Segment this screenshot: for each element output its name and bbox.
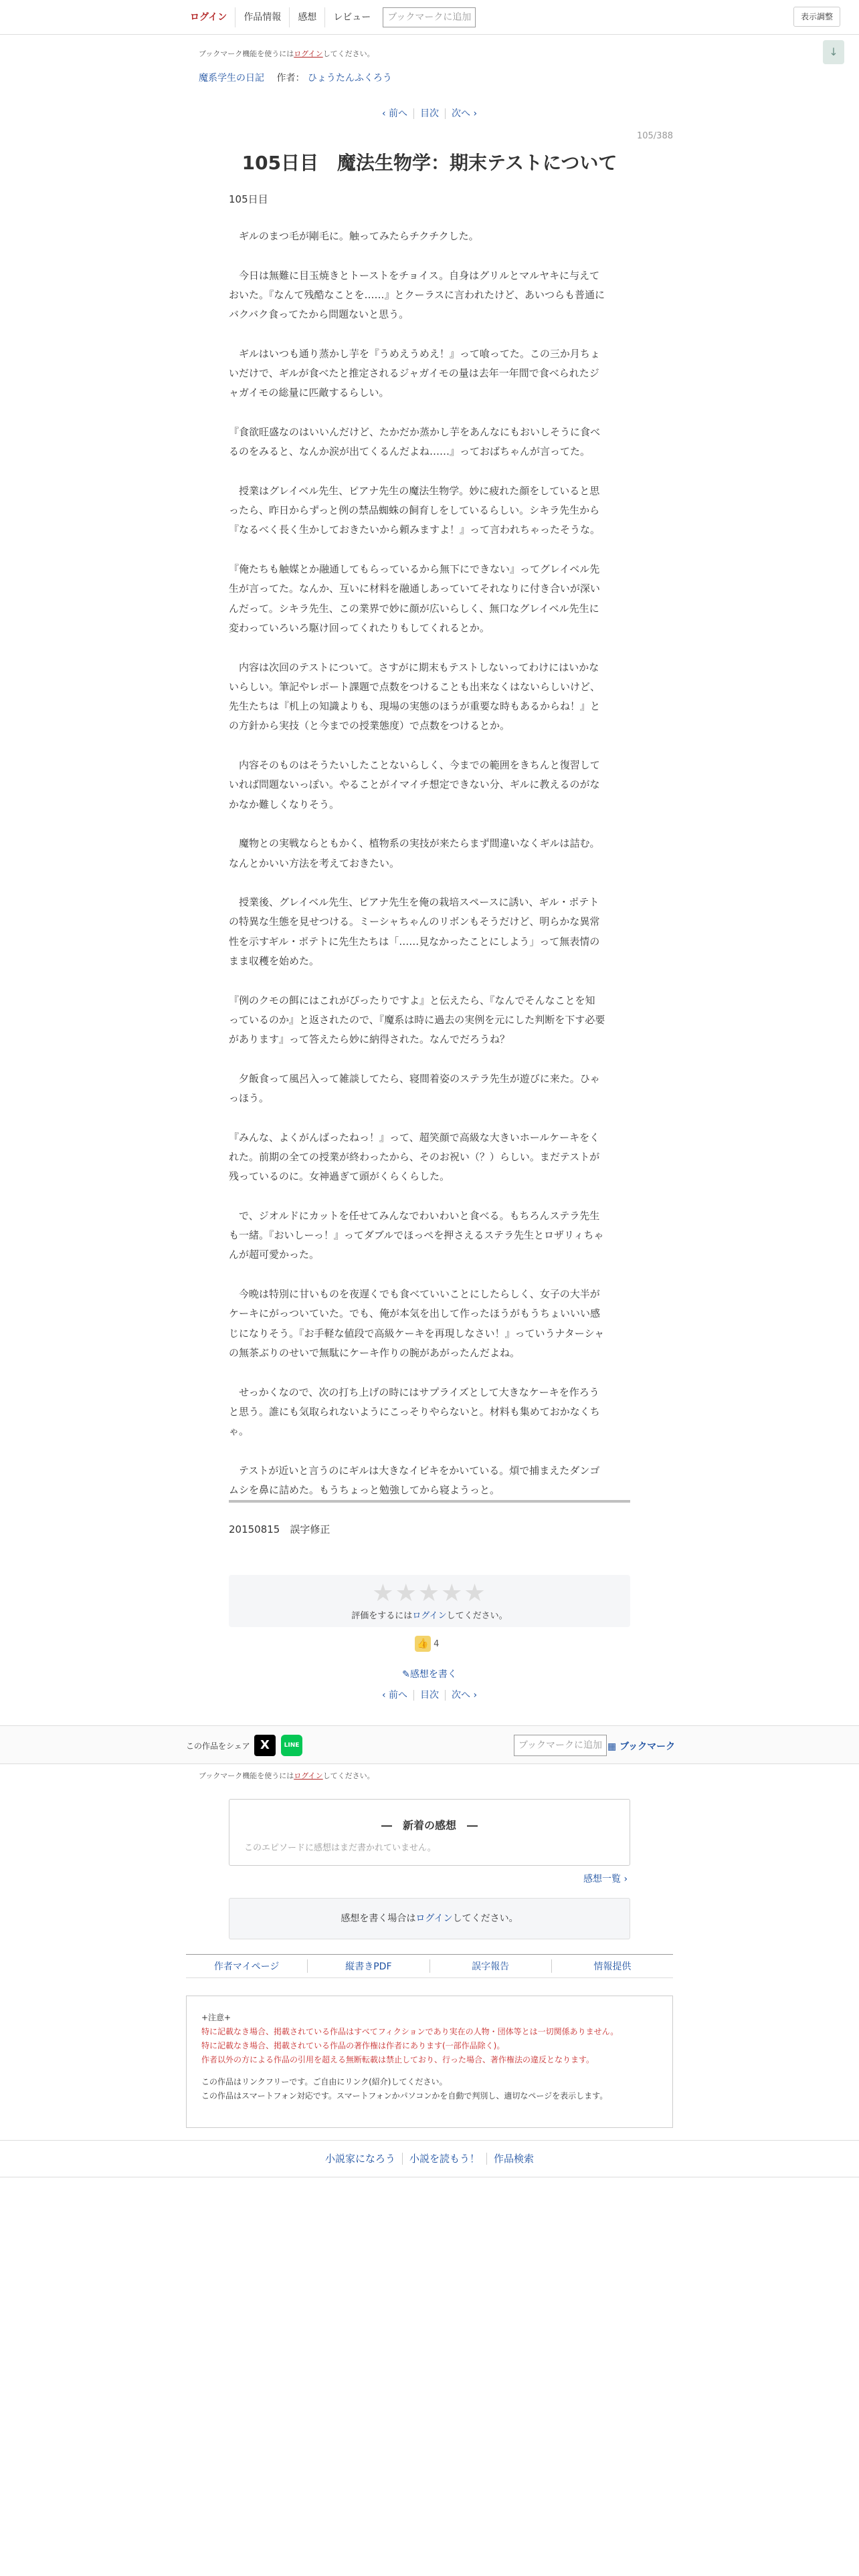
next-link[interactable]: 次へ › bbox=[452, 1690, 478, 1701]
author-label: 作者： bbox=[276, 73, 305, 84]
body-line: ギルのまつ毛が剛毛に。触ってみたらチクチクした。 bbox=[229, 230, 479, 242]
paragraph-gap bbox=[229, 1265, 630, 1285]
prev-link[interactable]: ‹ 前へ bbox=[376, 1690, 414, 1701]
body-line: で、ジオルドにカットを任せてみんなでわいわいと食べる。もちろんステラ先生 bbox=[229, 1209, 600, 1222]
series-info bbox=[199, 71, 392, 84]
episode-title: 105日目 魔法生物学：期末テストについて bbox=[242, 152, 617, 174]
body-line: っほう。 bbox=[229, 1092, 270, 1105]
body-line: の特異な生態を見せつける。ミーシャちゃんのリボンもそうだけど、明らかな異常 bbox=[229, 916, 600, 928]
display-settings-button[interactable]: 表示調整 bbox=[793, 7, 840, 27]
star-icon[interactable]: ★ bbox=[395, 1580, 418, 1607]
paragraph-gap bbox=[229, 462, 630, 481]
like-count: 4 bbox=[434, 1639, 440, 1649]
rating-login-link[interactable]: ログイン bbox=[412, 1611, 447, 1621]
body-line: ギルはいつも通り蒸かし芋を『うめえうめえ！』って喰ってた。この三か月ちょ bbox=[229, 347, 600, 360]
impression-login-link[interactable]: ログイン bbox=[415, 1913, 453, 1924]
episode-body bbox=[229, 227, 630, 1500]
toc-link[interactable]: 目次 bbox=[414, 108, 446, 119]
body-line: 先生たちは『机上の知識よりも、現場の実態のほうが重要な時もあるからね！』と bbox=[229, 700, 601, 713]
body-line: いれば問題ないっぽい。やることがイマイチ想定できない分、ギルに教えるのがな bbox=[229, 778, 600, 791]
body-line: バクバク食ってたから問題ないと思う。 bbox=[229, 308, 409, 321]
thumbs-up-icon: 👍 bbox=[415, 1636, 431, 1652]
top-nav-items bbox=[185, 5, 476, 29]
paragraph-gap bbox=[229, 736, 630, 756]
notice-suffix: してください。 bbox=[322, 1772, 375, 1780]
body-line: んだって。シキラ先生、この業界で妙に顔が広いらしく、無口なグレイベル先生に bbox=[229, 602, 599, 615]
bookmark-add-button[interactable]: ブックマークに追加 bbox=[514, 1735, 607, 1756]
bookmark-login-notice bbox=[199, 48, 375, 59]
body-line: テストが近いと言うのにギルは大きなイビキをかいている。煩で捕まえたダンゴ bbox=[229, 1464, 600, 1477]
toc-link[interactable]: 目次 bbox=[414, 1690, 446, 1701]
site-footer-bar bbox=[0, 2140, 859, 2177]
impression-login-prefix: 感想を書く場合は bbox=[341, 1913, 416, 1924]
pager-top bbox=[0, 106, 859, 120]
body-line: まま収穫を始めた。 bbox=[229, 954, 320, 967]
body-line: の方針から実技（と今までの授業態度）で点数をつけるとか。 bbox=[229, 720, 510, 732]
body-line: があります』って答えたら妙に納得された。なんでだろうね？ bbox=[229, 1033, 510, 1046]
paragraph-gap bbox=[229, 1441, 630, 1461]
line-share-icon[interactable]: LINE bbox=[281, 1735, 302, 1756]
body-line: いらしい。筆記やレポート課題で点数をつけることも出来なくはないらしいけど、 bbox=[229, 680, 601, 693]
paragraph-gap bbox=[229, 1363, 630, 1382]
caution-line: 特に記載なき場合、掲載されている作品の著作権は作者にあります(一部作品除く)。 bbox=[201, 2041, 505, 2050]
body-line: 授業はグレイベル先生、ピアナ先生の魔法生物学。妙に疲れた顔をしていると思 bbox=[229, 484, 600, 497]
bookmark-link-label: ブックマーク bbox=[619, 1741, 676, 1752]
rating-stars bbox=[229, 1575, 630, 1607]
star-icon[interactable]: ★ bbox=[464, 1580, 487, 1607]
vertical-pdf-link[interactable]: 縦書きPDF bbox=[308, 1959, 430, 1973]
body-line: じになりそう。『お手軽な値段で高級ケーキを再現しなさい！』っていうナターシャ bbox=[229, 1327, 605, 1339]
body-line: 今晩は特別に甘いものを夜遅くでも食べていいことにしたらしく、女子の大半が bbox=[229, 1288, 600, 1301]
body-line: 『なるべく長く生かしておきたいから頼みますよ！』って言われちゃったそうな。 bbox=[229, 524, 601, 536]
episode-counter: 105/388 bbox=[636, 131, 673, 141]
paragraph-gap bbox=[229, 246, 630, 265]
body-line: 内容そのものはそうたいしたことないらしく、今までの範囲をきちんと復習して bbox=[229, 759, 600, 772]
body-line: 残っているのに。女神過ぎて頭がくらくらした。 bbox=[229, 1170, 450, 1183]
caution-line: この作品はリンクフリーです。ご自由にリンク(紹介)してください。 bbox=[201, 2077, 448, 2086]
paragraph-gap bbox=[229, 540, 630, 560]
star-icon[interactable]: ★ bbox=[372, 1580, 395, 1607]
typo-report-link[interactable]: 誤字報告 bbox=[430, 1959, 552, 1973]
arrow-down-icon[interactable]: ↓ bbox=[823, 40, 844, 64]
body-line: 生が言ってた。なんか、互いに材料を融通しあっていてそれなりに付き合いが深い bbox=[229, 582, 600, 595]
paragraph-gap bbox=[229, 403, 630, 423]
body-line: と思う。誰にも気取られないようにこっそりやらないと。材料も集めておかなくち bbox=[229, 1405, 600, 1418]
body-line: 今日は無難に目玉焼きとトーストをチョイス。自身はグリルとマルヤキに与えて bbox=[229, 269, 600, 282]
body-line: せっかくなので、次の打ち上げの時にはサプライズとして大きなケーキを作ろう bbox=[229, 1386, 599, 1398]
share-bar bbox=[0, 1725, 859, 1764]
body-line: なんとかいい方法を考えておきたい。 bbox=[229, 857, 400, 869]
impression-login-box bbox=[229, 1898, 630, 1939]
caution-line: 作者以外の方による作品の引用を超える無断転載は禁止しており、行った場合、著作権法の違反となります。 bbox=[201, 2055, 595, 2064]
rating-prefix: 評価をするには bbox=[351, 1611, 413, 1621]
body-line: ったら、昨日からずっと例の禁品蜘蛛の飼育しをしているらしい。シキラ先生から bbox=[229, 504, 600, 517]
paragraph-gap bbox=[229, 815, 630, 834]
footer-links bbox=[186, 1954, 673, 1978]
caution-head: +注意+ bbox=[201, 2013, 231, 2022]
yomou-link[interactable]: 小説を読もう！ bbox=[403, 2153, 487, 2165]
afterword-divider bbox=[229, 1500, 630, 1503]
notice-prefix: ブックマーク機能を使うには bbox=[199, 1772, 294, 1780]
body-line: の無茶ぶりのせいで無駄にケーキ作りの腕があがったんだよね。 bbox=[229, 1346, 520, 1359]
rating-suffix: してください。 bbox=[446, 1611, 508, 1621]
body-line: ャガイモの総量に匹敵するらしい。 bbox=[229, 387, 389, 399]
body-line: 『食欲旺盛なのはいいんだけど、たかだか蒸かし芋をあんなにもおいしそうに食べ bbox=[229, 425, 601, 438]
body-line: 魔物との実戦ならともかく、植物系の実技が来たらまず間違いなくギルは詰む。 bbox=[229, 837, 600, 850]
info-provide-link[interactable]: 情報提供 bbox=[593, 1961, 632, 1972]
new-impressions-title: ― 新着の感想 ― bbox=[381, 1819, 478, 1832]
body-line: 『みんな、よくがんばったねっ！』って、超笑顔で高級な大きいホールケーキをく bbox=[229, 1131, 600, 1144]
paragraph-gap bbox=[229, 1049, 630, 1069]
body-line: 内容は次回のテストについて。さすがに期末もテストしないってわけにはいかな bbox=[229, 661, 599, 673]
caution-line: この作品はスマートフォン対応です。スマートフォンかパソコンかを自動で判別し、適切なページを表示します。 bbox=[201, 2091, 608, 2101]
share-label: この作品をシェア bbox=[186, 1741, 250, 1751]
body-line: るのをみると、なんか涙が出てくるんだよね……』っておばちゃんが言ってた。 bbox=[229, 445, 591, 458]
paragraph-gap bbox=[229, 638, 630, 657]
body-line: んが超可愛かった。 bbox=[229, 1249, 320, 1261]
body-line: いだけで、ギルが食べたと推定されるジャガイモの量は去年一年間で食べられたジ bbox=[229, 367, 599, 380]
series-title-link[interactable]: 魔系学生の日記 bbox=[199, 73, 264, 84]
author-mypage-link[interactable]: 作者マイページ bbox=[186, 1959, 308, 1973]
work-info-link[interactable]: 作品情報 bbox=[235, 7, 290, 27]
caution-box bbox=[186, 1996, 673, 2128]
body-line: 『俺たちも触媒とか融通してもらっているから無下にできない』ってグレイベル先 bbox=[229, 563, 600, 576]
bookmark-add-button[interactable]: ブックマークに追加 bbox=[383, 7, 476, 27]
notice-suffix: してください。 bbox=[322, 49, 375, 58]
afterword: 20150815 誤字修正 bbox=[229, 1523, 330, 1535]
body-line: 授業後、グレイベル先生、ピアナ先生を俺の栽培スペースに誘い、ギル・ポテト bbox=[229, 896, 599, 909]
login-link[interactable]: ログイン bbox=[185, 7, 235, 27]
episode-subtitle: 105日目 bbox=[229, 193, 268, 205]
impressions-empty-text: このエピソードに感想はまだ書かれていません。 bbox=[244, 1843, 436, 1853]
notice-prefix: ブックマーク機能を使うには bbox=[199, 49, 294, 58]
reviews-link[interactable]: レビュー bbox=[333, 12, 371, 23]
pager-bottom bbox=[0, 1688, 859, 1701]
bookmark-login-notice-bottom bbox=[199, 1770, 375, 1781]
notice-login-link[interactable]: ログイン bbox=[294, 49, 323, 58]
body-line: 性を示すギル・ポテトに先生たちは「……見なかったことにしよう」って無表情の bbox=[229, 935, 600, 948]
paragraph-gap bbox=[229, 1108, 630, 1128]
caution-line: 特に記載なき場合、掲載されている作品はすべてフィクションであり実在の人物・団体等とは一切関係ありません。 bbox=[201, 2027, 619, 2036]
body-line: おいた。『なんて残酷なことを……』とクーラスに言われたけど、あいつらも普通に bbox=[229, 288, 605, 301]
notice-login-link[interactable]: ログイン bbox=[294, 1772, 323, 1780]
paragraph-gap bbox=[229, 1187, 630, 1206]
paragraph-gap bbox=[229, 324, 630, 344]
star-icon[interactable]: ★ bbox=[417, 1580, 442, 1607]
narou-link[interactable]: 小説家になろう bbox=[318, 2153, 403, 2165]
paragraph-gap bbox=[229, 971, 630, 990]
work-search-link[interactable]: 作品検索 bbox=[494, 2153, 535, 2165]
impressions-link[interactable]: 感想 bbox=[290, 7, 325, 27]
next-link[interactable]: 次へ › bbox=[452, 108, 478, 119]
impressions-list-link[interactable]: 感想一覧 › bbox=[583, 1874, 628, 1885]
body-line: かなか難しくなりそう。 bbox=[229, 798, 340, 811]
author-link[interactable]: ひょうたんふくろう bbox=[307, 73, 392, 84]
prev-link[interactable]: ‹ 前へ bbox=[376, 108, 414, 119]
paragraph-gap bbox=[229, 873, 630, 893]
new-impressions-box bbox=[229, 1799, 630, 1866]
body-line: っているのか』と返されたので、『魔系は時に過去の実例を元にした判断を下す必要 bbox=[229, 1013, 605, 1026]
body-line: 夕飯食って風呂入って雑談してたら、寝間着姿のステラ先生が遊びに来た。ひゃ bbox=[229, 1072, 600, 1085]
like-button[interactable] bbox=[415, 1636, 439, 1654]
rating-box bbox=[229, 1575, 630, 1627]
body-line: 『例のクモの餌にはこれがぴったりですよ』と伝えたら、『なんでそんなことを知 bbox=[229, 994, 595, 1006]
x-share-icon[interactable]: X bbox=[254, 1735, 276, 1756]
body-line: 変わっていろいろ駆け回ってくれたりもしてくれるとか。 bbox=[229, 621, 490, 634]
top-navigation-bar bbox=[0, 0, 859, 35]
star-icon[interactable]: ★ bbox=[441, 1580, 464, 1607]
write-impression-link[interactable]: ✎感想を書く bbox=[402, 1669, 457, 1680]
body-line: ムシを鼻に詰めた。もうちょっと勉強してから寝ようっと。 bbox=[229, 1484, 500, 1496]
body-line: れた。前期の全ての授業が終わったから、そのお祝い（？）らしい。まだテストが bbox=[229, 1150, 600, 1163]
rating-login-notice bbox=[229, 1608, 630, 1621]
body-line: ケーキにがっついていた。でも、俺が本気を出して作ったほうがもうちょいいい感 bbox=[229, 1307, 601, 1320]
bookmark-link[interactable]: ▦ ブックマーク bbox=[607, 1741, 676, 1752]
impression-login-suffix: してください。 bbox=[452, 1913, 518, 1924]
body-line: も一緒。『おいしーっ！』ってダブルでほっぺを押さえるステラ先生とロザリィちゃ bbox=[229, 1229, 604, 1242]
body-line: ゃ。 bbox=[229, 1425, 250, 1438]
